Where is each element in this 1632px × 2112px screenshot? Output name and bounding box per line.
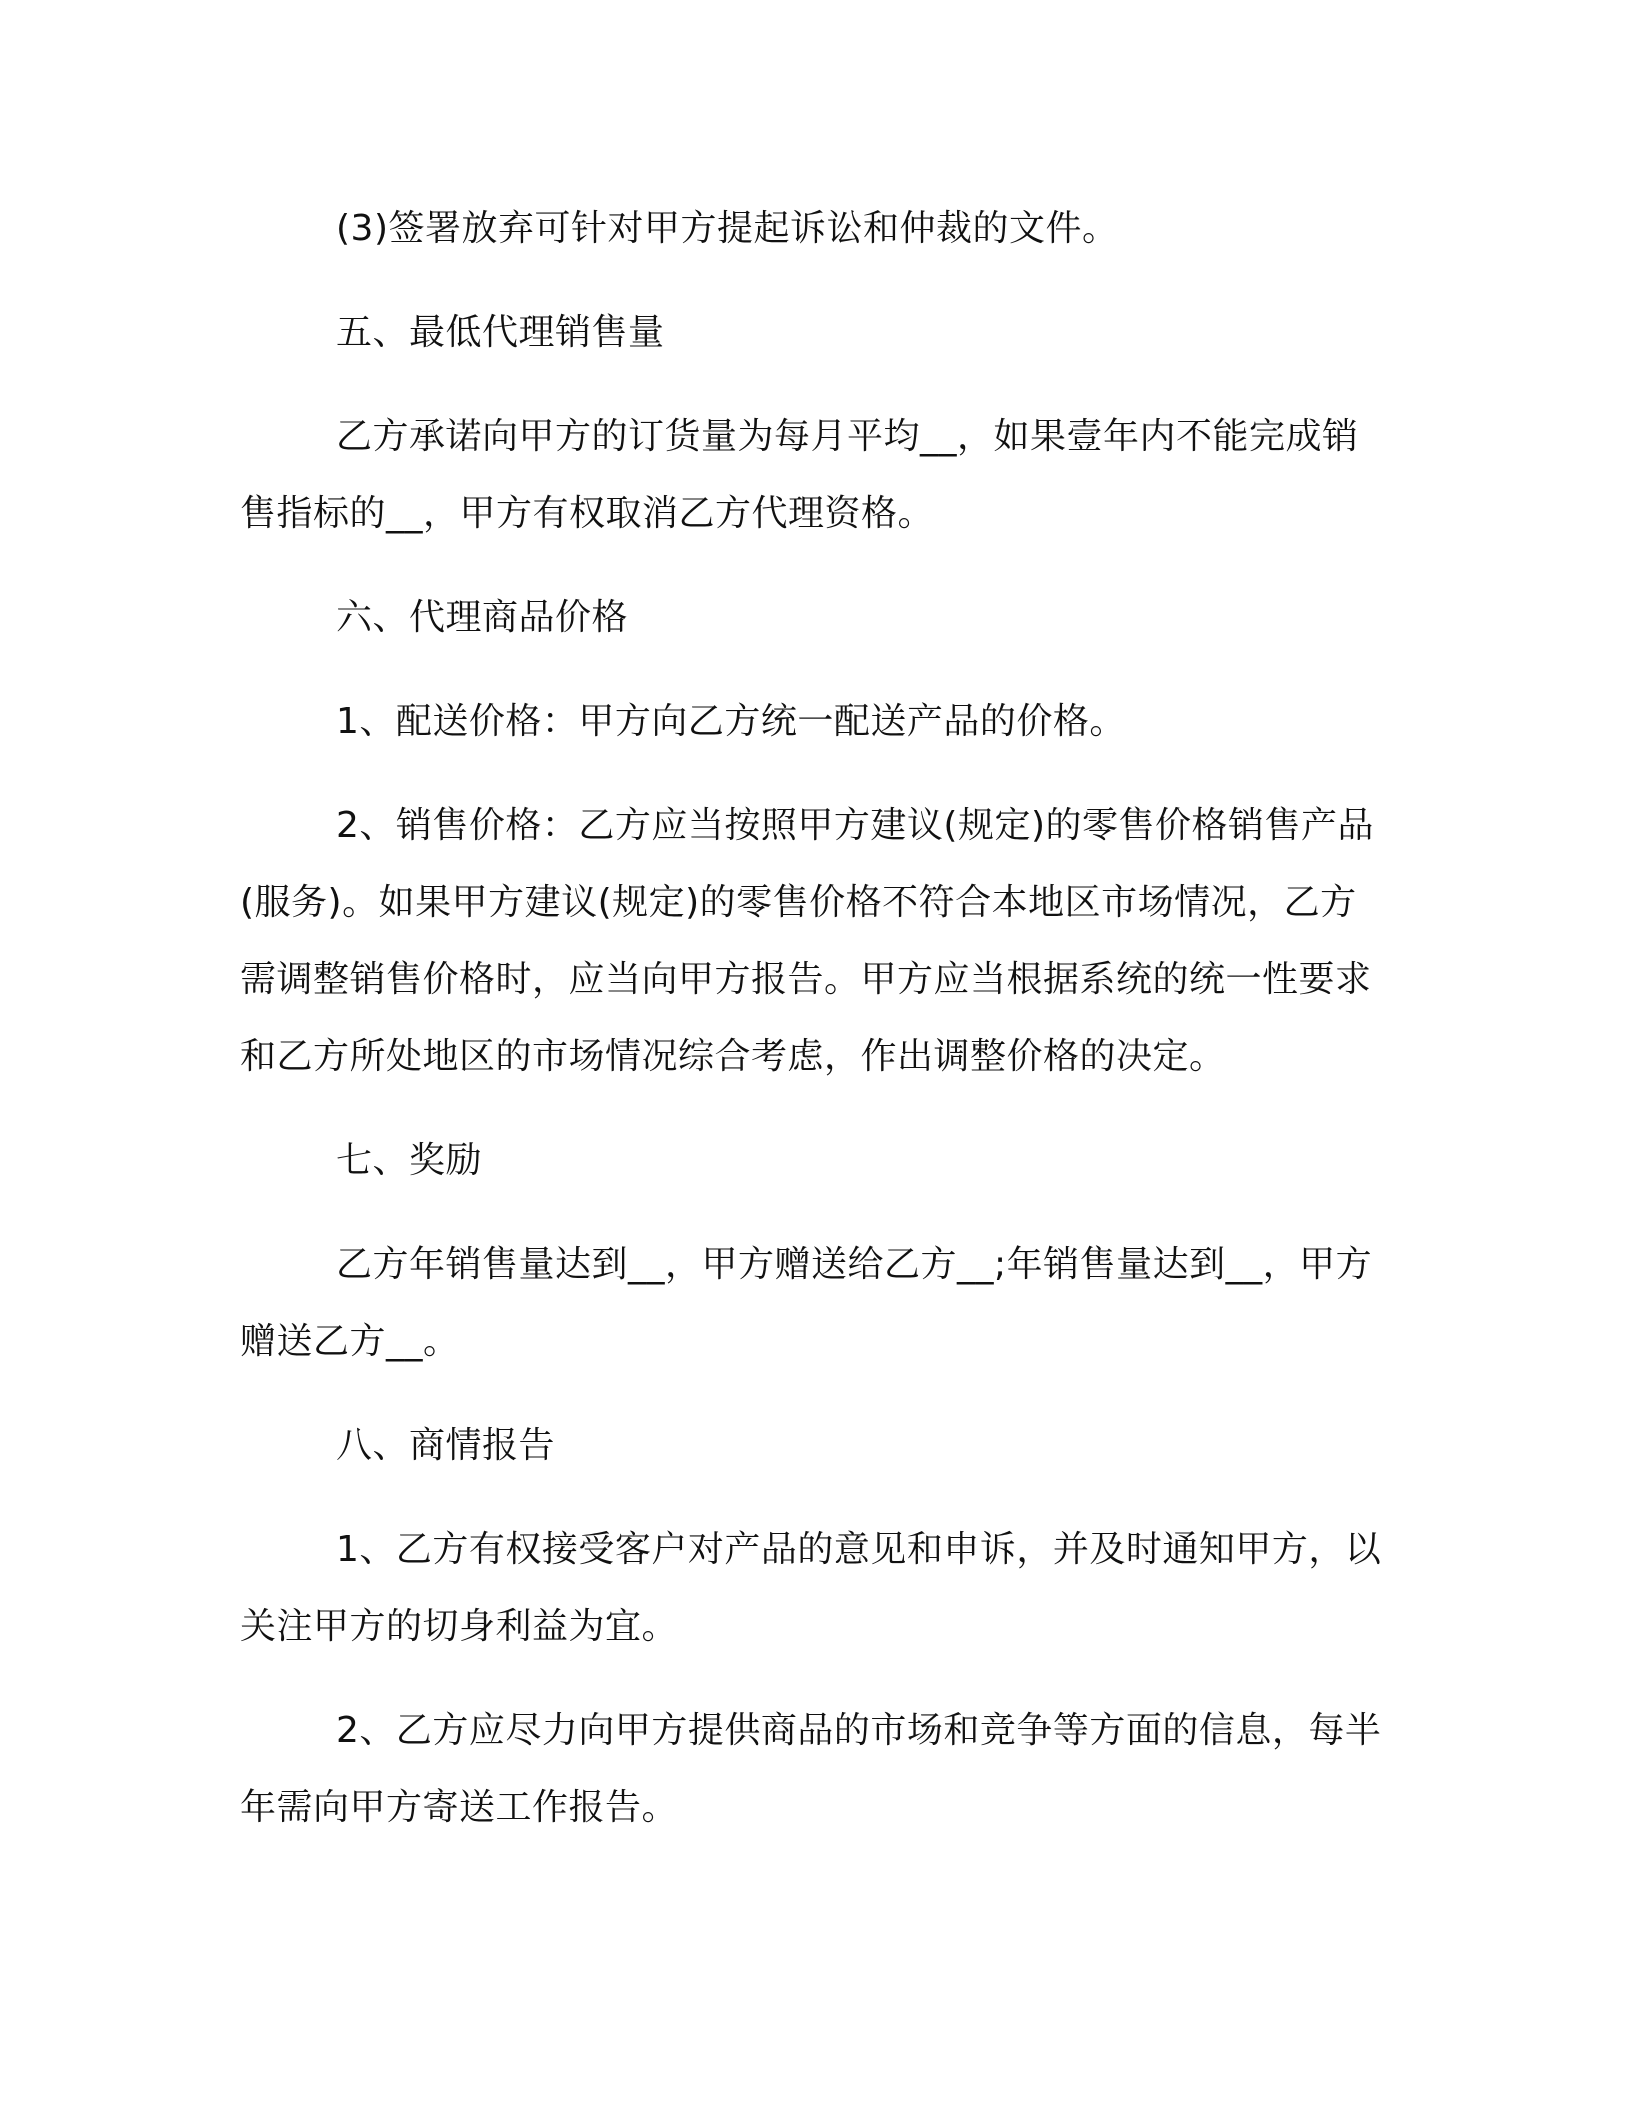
- paragraph-min-sales: 乙方承诺向甲方的订货量为每月平均__，如果壹年内不能完成销售指标的__，甲方有权取消乙方代理资格。: [240, 416, 1359, 534]
- paragraph-sales-price: 2、销售价格：乙方应当按照甲方建议(规定)的零售价格销售产品(服务)。如果甲方建议(规定)的零售价格不符合本地区市场情况，乙方需调整销售价格时，应当向甲方报告。甲方应当根据系统的统一性要求和乙方所处地区的市场情况综合考虑，作出调整价格的决定。: [240, 805, 1374, 1077]
- clause-3-waiver: (3)签署放弃可针对甲方提起诉讼和仲裁的文件。: [336, 208, 1119, 249]
- paragraph-market-report: 2、乙方应尽力向甲方提供商品的市场和竞争等方面的信息，每半年需向甲方寄送工作报告。: [240, 1710, 1382, 1828]
- heading-section-5: 五、最低代理销售量: [336, 312, 665, 353]
- heading-section-7: 七、奖励: [336, 1140, 483, 1181]
- heading-section-6: 六、代理商品价格: [336, 597, 629, 638]
- paragraph-delivery-price: 1、配送价格：甲方向乙方统一配送产品的价格。: [336, 701, 1126, 742]
- heading-section-8: 八、商情报告: [336, 1425, 556, 1466]
- paragraph-customer-feedback: 1、乙方有权接受客户对产品的意见和申诉，并及时通知甲方，以关注甲方的切身利益为宜。: [240, 1529, 1382, 1647]
- paragraph-reward: 乙方年销售量达到__，甲方赠送给乙方__;年销售量达到__，甲方赠送乙方__。: [240, 1244, 1373, 1362]
